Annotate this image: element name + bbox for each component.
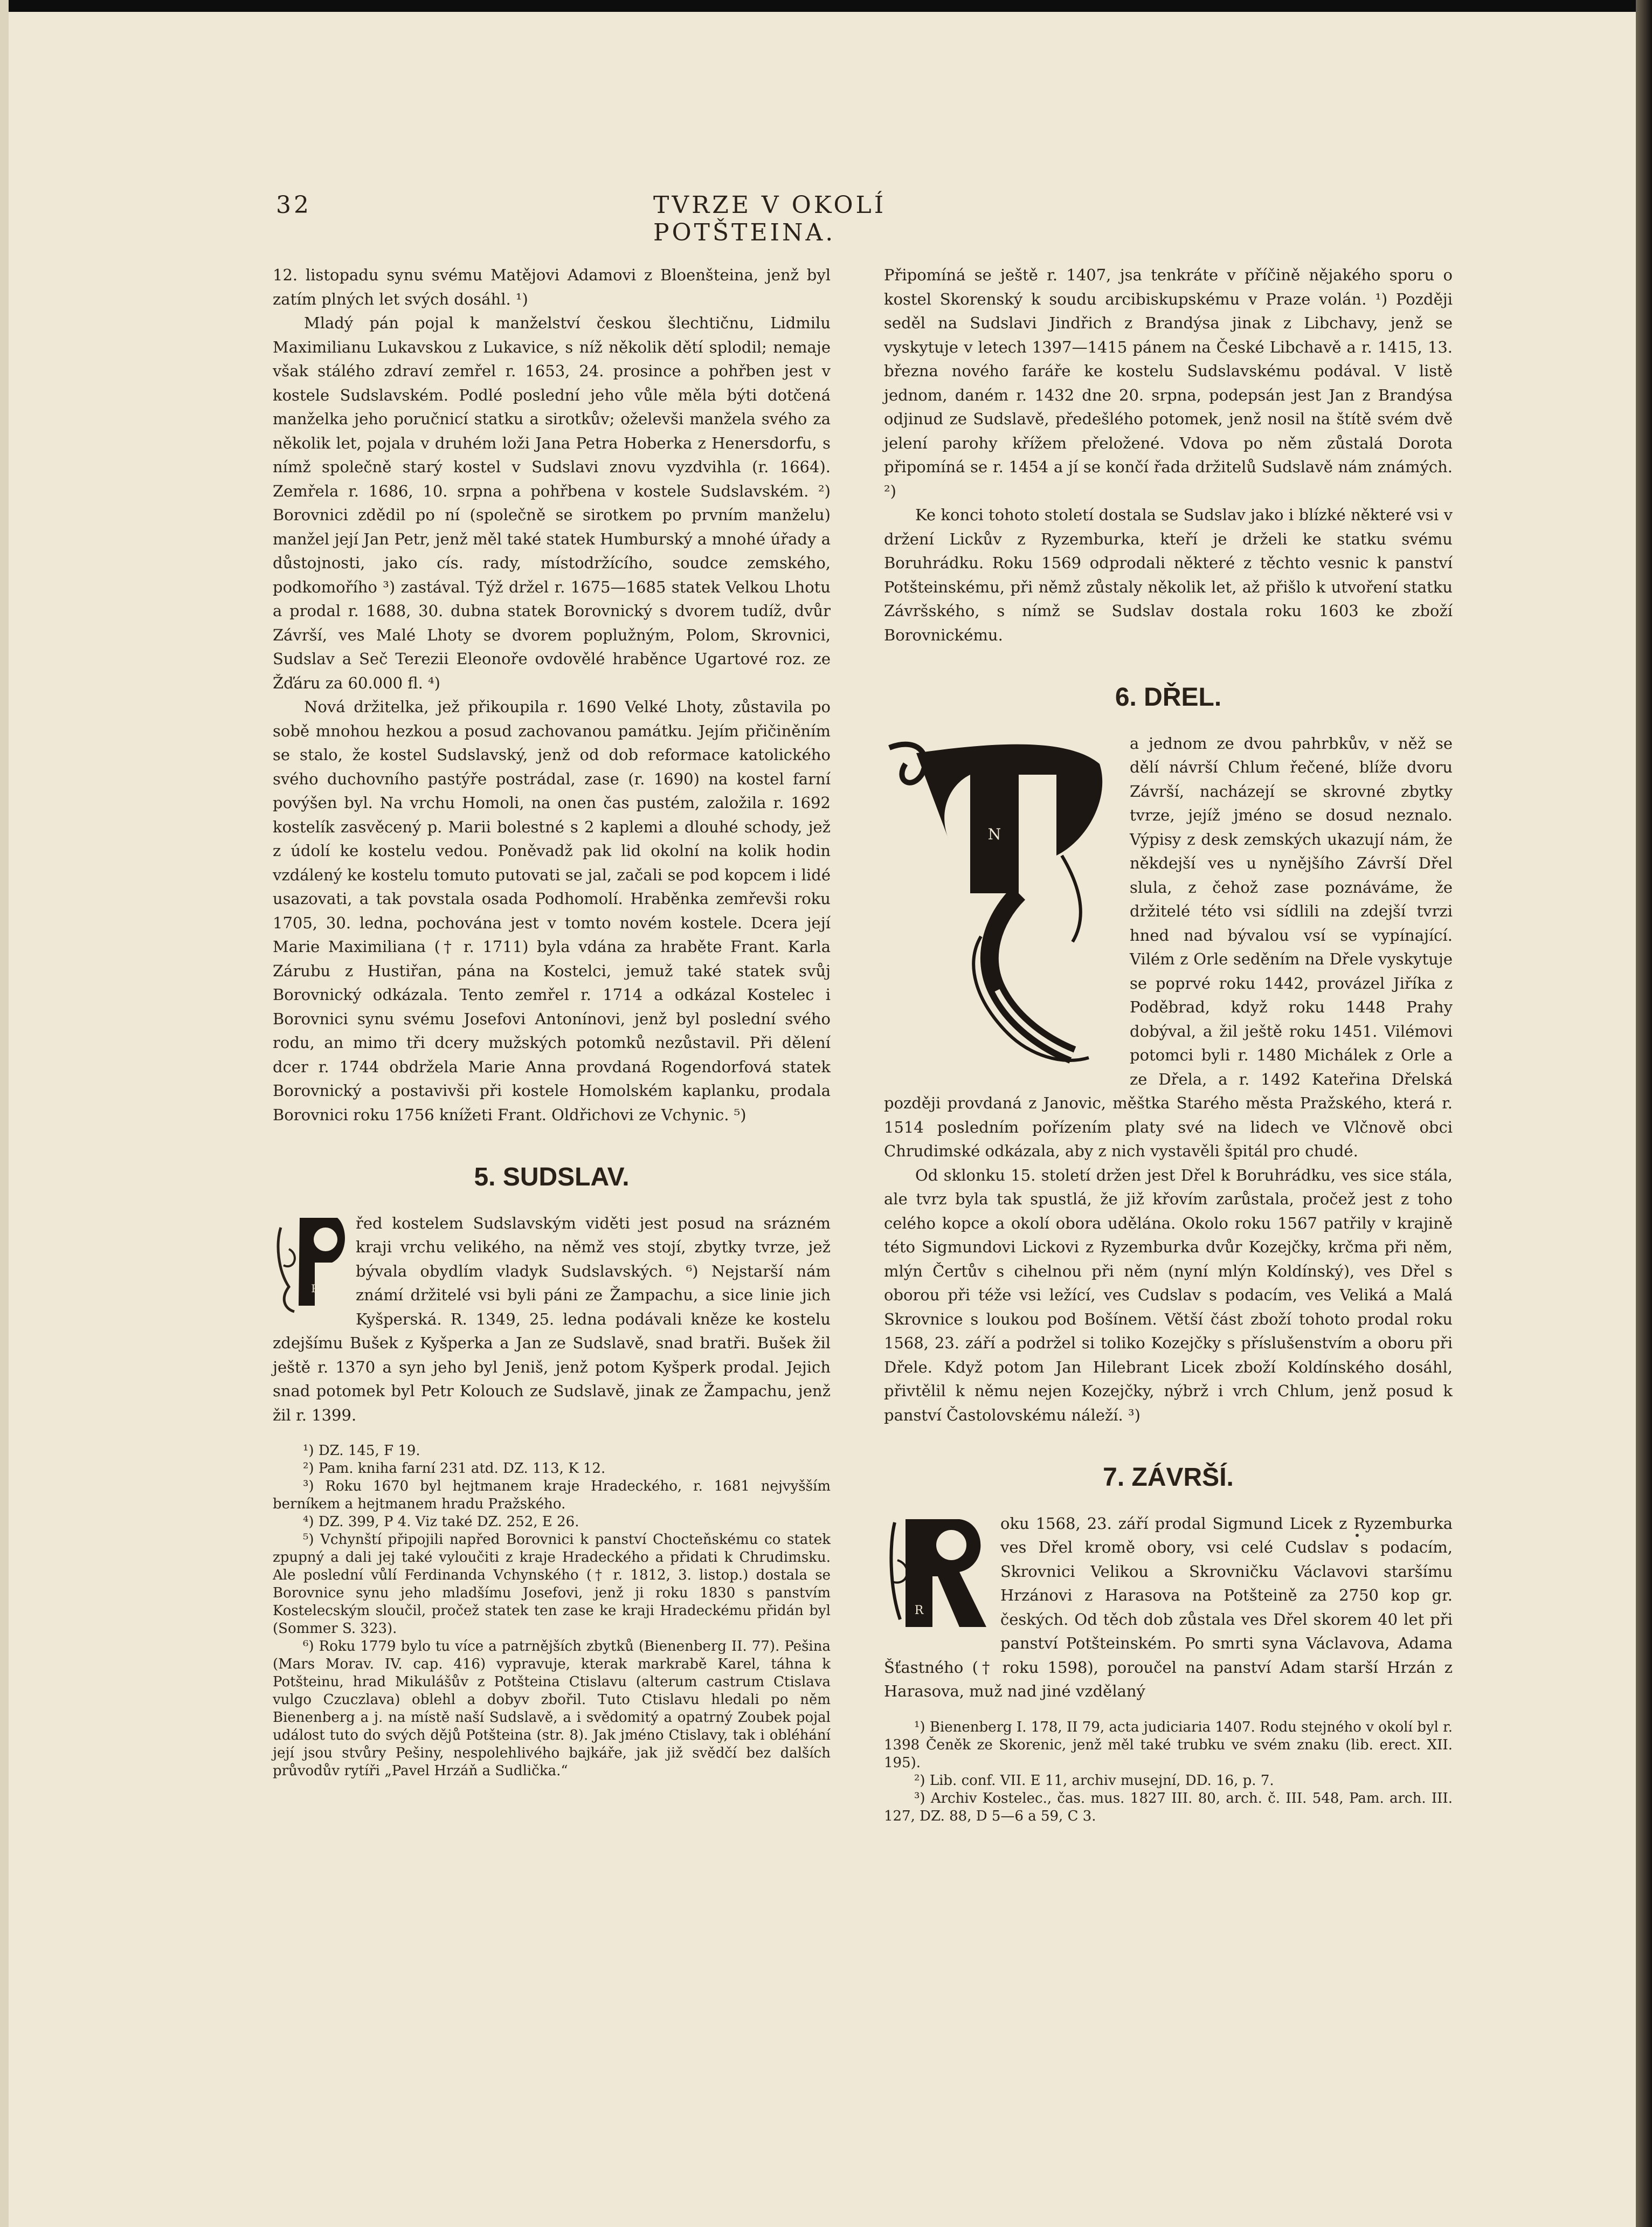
paragraph: Od sklonku 15. století držen jest Dřel k Boruhrádku, ves sice stála, ale tvrz byla tak spustlá, že již křovím zarůstala, pročež jest z toho celého kopce a okolí obora udělána. Okolo roku 1567 patřily v krajině této Sigmundovi Lickovi z Ryzemburka dvůr Kozejčky, krčma při něm, mlýn Čertův s cihelnou při něm (nyní mlýn Koldínský), ves Dřel s oborou při téže vsi ležící, ves Cudslav s podacím, ves Veliká a Malá Skrovnice s loukou pod Bošínem. Větší část zboží tohoto prodal roku 1568, 23. září a podržel si toliko Kozejčky s příslušenstvím a oboru při Dřele. Když potom Jan Hilebrant Licek zboží Koldínského dosáhl, přivtělil k němu nejen Kozejčky, nýbrž i vrch Chlum, jenž posud k panství Častolovskému náleží. ³) [884,1166,1453,1424]
decorated-initial-r [884,1512,992,1637]
footnote: ²) Lib. conf. VII. E 11, archiv musejní, DD. 16, p. 7. [914,1772,1274,1789]
print-speck [1356,1534,1359,1537]
paragraph: oku 1568, 23. září prodal Sigmund Licek z Ryzemburka ves Dřel kromě obory, vsi celé Cudslav s podacím, Skrovnici Velikou a Skrovničku Václavovi staršímu Hrzánovi z Harasova na Potšteině za 2750 kop gr. českých. Od těch dob zůstala ves Dřel skorem 40 let při panství Potšteinském. Po smrti syna Václavova, Adama Šťastného († roku 1598), poroučel na panství Adam starší Hrzán z Harasova, muž nad jiné vzdělaný [884,1514,1453,1700]
paragraph: 12. listopadu synu svému Matějovi Adamovi z Bloenšteina, jenž byl zatím plných let svých dosáhl. ¹) [273,266,831,308]
scan-edge-left [0,0,9,2227]
running-header [276,191,1074,246]
paragraph: řed kostelem Sudslavským viděti jest posud na srázném kraji vrchu velikého, na němž ves stojí, zbytky tvrze, jež bývala obydlím vladyk Sudslavských. ⁶) Nejstarší nám známí držitelé vsi byli páni ze Žampachu, a sice linie jich Kyšperská. R. 1349, 25. ledna podávali kněze ke kostelu zdejšímu Bušek z Kyšperka a Jan ze Sudslavě, snad bratři. Bušek žil ještě r. 1370 a syn jeho byl Jeniš, jenž potom Kyšperk prodal. Jejich snad potomek byl Petr Kolouch ze Sudslavě, jinak ze Žampachu, jenž žil r. 1399. [273,1214,831,1424]
footnote: ¹) Bienenberg I. 178, II 79, acta judiciaria 1407. Rodu stejného v okolí byl r. 1398 Čeněk ze Skorenic, jenž měl také trubku ve svém znaku (lib. erect. XII. 195). [884,1719,1453,1771]
footnote: ²) Pam. kniha farní 231 atd. DZ. 113, K 12. [303,1460,606,1477]
section-title-6: 6. DŘEL. [1115,683,1222,712]
footnote: ⁴) DZ. 399, P 4. Viz také DZ. 252, E 26. [303,1514,579,1530]
paragraph: a jednom ze dvou pahrbkův, v něž se dělí návrší Chlum řečené, blíže dvoru Závrší, nacházejí se skrovné zbytky tvrze, jejíž jméno se dosud neznalo. Výpisy z desk zemských ukazují nám, že někdejší ves u nynějšího Závrší Dřel slula, z čehož zase poznáváme, že držitelé této vsi sídlili na zdejší tvrzi hned nad bývalou vsí se vypínající. Vilém z Orle seděním na Dřele vyskytuje se poprvé roku 1442, provázel Jiříka z Poděbrad, když roku 1448 Prahy dobýval, a žil ještě roku 1451. Vilémovi potomci byli r. 1480 Michálek z Orle a ze Dřela, a r. 1492 Kateřina Dřelská později provdaná z Janovic, měštka Starého města Pražského, která r. 1514 posledním pořízením platy své na lidech ve Vlčnově obci Chrudimské odkázala, aby z nich vystavěli špitál pro chudé. [884,734,1453,1160]
scan-edge-top [0,0,1652,12]
right-column [884,263,1453,1825]
footnote: ³) Roku 1670 byl hejtmanem kraje Hradeckého, r. 1681 nejvyšším berníkem a hejtmanem hradu Pražského. [273,1478,831,1512]
decorated-initial-p [273,1211,347,1314]
initial-letter: N [987,825,1001,843]
decorated-initial-n [884,732,1121,1077]
left-column [273,263,831,1780]
initial-letter: P [311,1281,319,1295]
footnotes-right [884,1719,1453,1825]
running-title: TVRZE V OKOLÍ POTŠTEINA. [653,191,887,246]
paragraph: Nová držitelka, jež přikoupila r. 1690 Velké Lhoty, zůstavila po sobě mnohou hezkou a posud zachovanou památku. Jejím přičiněním se stalo, že kostel Sudslavský, jenž od dob reformace katolického svého duchovního pastýře postrádal, zase (r. 1690) na kostel farní povýšen byl. Na vrchu Homoli, na onen čas pustém, založila r. 1692 kostelík zasvěcený p. Marii bolestné s 2 kaplemi a dlouhé schody, jež z údolí ke kostelu vedou. Poněvadž pak lid okolní na kolik hodin vzdálený ke kostelu tomuto putovati se jal, začali se pod kopcem i lidé usazovati, a tak povstala osada Podhomolí. Hraběnka zemřevši roku 1705, 30. ledna, pochována jest v tomto novém kostele. Dcera její Marie Maximiliana († r. 1711) byla vdána za hraběte Frant. Karla Zárubu z Hustiřan, pána na Kostelci, jemuž také statek svůj Borovnický odkázala. Tento zemřel r. 1714 a odkázal Kostelec i Borovnici synu svému Josefovi Antonínovi, jenž byl poslední svého rodu, an mimo tři dcery mužských potomků nezůstavil. Při dělení dcer r. 1744 obdržela Marie Anna provdaná Rogendorfová statek Borovnický a postavivši při kostele Homolském kaplanku, prodala Borovnici roku 1756 knížeti Frant. Oldřichovi ze Vchynic. ⁵) [273,698,831,1124]
section-title-7: 7. ZÁVRŠÍ. [1103,1463,1234,1492]
scan-edge-right [1636,0,1652,2227]
footnote: ³) Archiv Kostelec., čas. mus. 1827 III. 80, arch. č. III. 548, Pam. arch. III. 127, DZ. 88, D 5—6 a 59, C 3. [884,1790,1453,1824]
paragraph: Připomíná se ještě r. 1407, jsa tenkráte v příčině nějakého sporu o kostel Skorenský k soudu arcibiskupskému v Praze volán. ¹) Později seděl na Sudslavi Jindřich z Brandýsa jinak z Libchavy, jenž se vyskytuje v letech 1397—1415 pánem na České Libchavě a r. 1415, 13. března nového faráře ke kostelu Sudslavskému podával. V listě jednom, daném r. 1432 dne 20. srpna, podepsán jest Jan z Brandýsa odjinud ze Sudslavě, předešlého potomek, jenž nosil na štítě svém dvě jelení parohy křížem přeložené. Vdova po něm zůstalá Dorota připomíná se r. 1454 a jí se končí řada držitelů Sudslavě nám známých. ²) [884,266,1453,500]
paragraph: Ke konci tohoto století dostala se Sudslav jako i blízké některé vsi v držení Lickův z Ryzemburka, kteří je drželi ke statku svému Boruhrádku. Roku 1569 odprodali některé z těchto vesnic k panství Potšteinskému, při němž zůstaly několik let, až přišlo k utvoření statku Závršského, s nímž se Sudslav dostala roku 1603 ke zboží Borovnickému. [884,506,1453,644]
paragraph: Mladý pán pojal k manželství českou šlechtičnu, Lidmilu Maximilianu Lukavskou z Lukavice, s níž několik dětí splodil; nemaje však stálého zdraví zemřel r. 1653, 24. prosince a pohřben jest v kostele Sudslavském. Podlé poslední jeho vůle měla býti dotčená manželka jeho poručnicí statku a sirotkův; oželevši manžela svého za několik let, pojala v druhém loži Jana Petra Hoberka z Henersdorfu, s nímž společně starý kostel v Sudslavi znovu vyzdvihla (r. 1664). Zemřela r. 1686, 10. srpna a pohřbena v kostele Sudslavském. ²) Borovnici zdědil po ní (společně se sirotkem po prvním manželu) manžel její Jan Petr, jenž měl také statek Humburský a mnohé úřady a důstojnosti, jako cís. rady, místodržícího, soudce zemského, podkomořího ³) zastával. Týž držel r. 1675—1685 statek Velkou Lhotu a prodal r. 1688, 30. dubna statek Borovnický s dvorem tudíž, dvůr Závrší, ves Malé Lhoty se dvorem poplužným, Polom, Skrovnici, Sudslav a Seč Terezii Eleonoře ovdovělé hraběnce Ugartové roz. ze Žďáru za 60.000 fl. ⁴) [273,314,831,692]
section-title-5: 5. SUDSLAV. [474,1163,630,1191]
initial-letter: R [914,1603,924,1617]
footnote: ⁵) Vchynští připojili napřed Borovnici k panství Chocteňskému co statek zpupný a dali jej také vyloučiti z kraje Hradeckého a přidati k Chrudimsku. Ale poslední vůlí Ferdinanda Vchynského († r. 1812, 3. listop.) dostala se Borovnice synu jeho mladšímu Josefovi, jenž ji roku 1830 s panstvím Kostelecským sloučil, pročež statek ten zase ke kraji Hradeckému přidán byl (Sommer S. 323). [273,1532,831,1637]
footnote: ¹) DZ. 145, F 19. [303,1443,420,1459]
page-number: 32 [276,191,312,219]
footnote: ⁶) Roku 1779 bylo tu více a patrnějších zbytků (Bienenberg II. 77). Pešina (Mars Morav. IV. cap. 416) vypravuje, kterak markrabě Karel, táhna k Potšteinu, hrad Mikulášův z Potšteina Ctislavu (alterum castrum Ctislava vulgo Czuczlava) oblehl a dobyv zbořil. Tuto Ctislavu hledali po něm Bienenberg a j. na místě naší Sudslavě, a i svědomitý a opatrný Zoubek pojal událost tuto do svých dějů Potšteina (str. 8). Jak jméno Ctislavy, tak i obléhání její jsou stvůry Pešiny, nespolehlivého bajkáře, jak již svědčí bez dalších průvodův rytíři „Pavel Hrzáň a Sudlička.“ [273,1638,831,1779]
footnotes-left [273,1442,831,1780]
